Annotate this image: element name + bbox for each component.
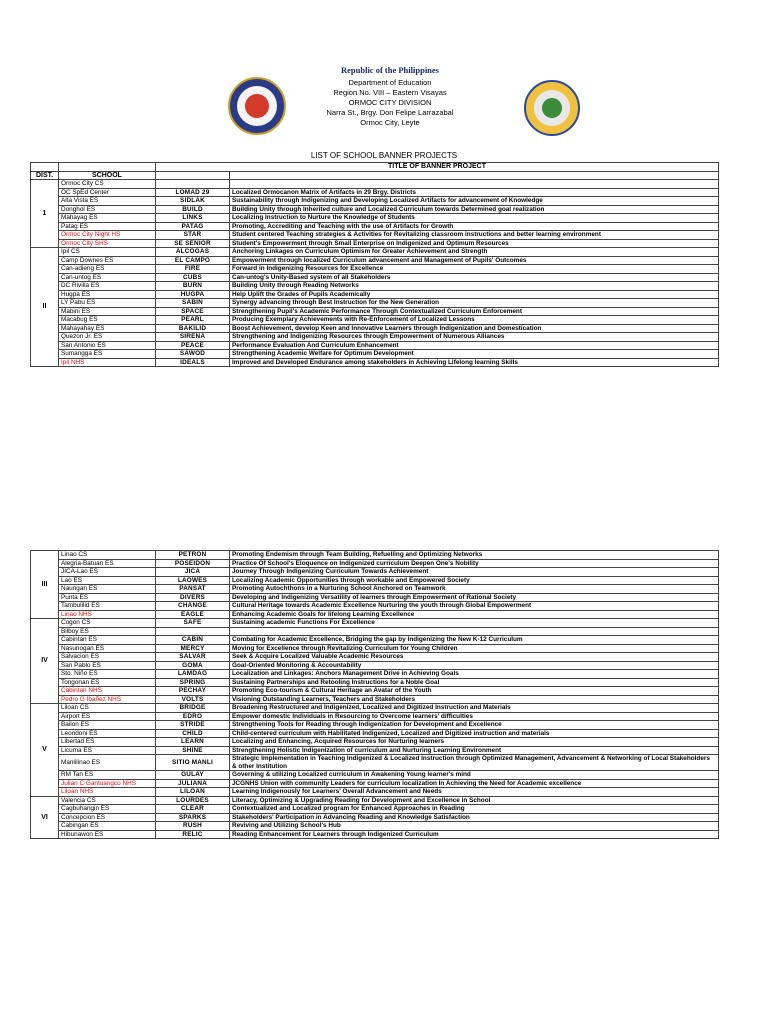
- school-cell: Linao NHS: [59, 610, 156, 619]
- school-cell: Concepcion ES: [59, 813, 156, 822]
- school-cell: Ormoc City Night HS: [59, 231, 156, 240]
- banner-code-cell: STRIDE: [156, 721, 230, 730]
- banner-code-cell: SIDLAK: [156, 197, 230, 206]
- banner-code-cell: [156, 180, 230, 189]
- table-row: [31, 602, 719, 611]
- banner-code-cell: [156, 627, 230, 636]
- banner-code-cell: JULIANA: [156, 779, 230, 788]
- school-cell: Licuma ES: [59, 746, 156, 755]
- city-line: Ormoc City, Leyte: [360, 118, 420, 127]
- school-cell: RM Tan ES: [59, 771, 156, 780]
- table-row: [31, 290, 719, 299]
- banner-code-cell: JICA: [156, 568, 230, 577]
- school-cell: San Pablo ES: [59, 661, 156, 670]
- banner-title-cell: Sustaining academic Functions For Excellence: [230, 619, 719, 628]
- banner-title-cell: Sustaining Partnerships and Retooling Instructions for a Noble Goal: [230, 678, 719, 687]
- school-cell: Julian C Gantuangco NHS: [59, 779, 156, 788]
- district-cell: V: [31, 704, 59, 797]
- school-cell: Sto. Niño ES: [59, 670, 156, 679]
- banner-title-cell: Localizing Instruction to Nurture the Knowledge of Students: [230, 214, 719, 223]
- school-cell: Can-adieng ES: [59, 265, 156, 274]
- banner-title-cell: JCGNHS Union with community Leaders for curriculum localization In Achieving the Need for Academic excellence: [230, 779, 719, 788]
- banner-code-cell: DIVERS: [156, 593, 230, 602]
- school-cell: Cabintan NHS: [59, 687, 156, 696]
- table-row: [31, 610, 719, 619]
- banner-title-cell: Forward in Indigenizing Resources for Excellence: [230, 265, 719, 274]
- school-cell: Mabini ES: [59, 307, 156, 316]
- table-row: [31, 239, 719, 248]
- banner-title-cell: Performance Evaluation And Curriculum Enhancement: [230, 341, 719, 350]
- table-row: [31, 299, 719, 308]
- banner-title-cell: Strategic Implementation in Teaching Indigenized & Localized Instruction through Optimized Management, Advancement & Networking of Local Stakeholders & other Institution: [230, 755, 719, 771]
- banner-title-cell: Producing Exemplary Achievements with Re-Enforcement of Localized Lessons: [230, 316, 719, 325]
- table-row: [31, 813, 719, 822]
- banner-title-cell: Learning Indigenously for Learners' Overall Advancement and Needs: [230, 788, 719, 797]
- banner-code-cell: VOLTS: [156, 695, 230, 704]
- banner-code-cell: LEARN: [156, 738, 230, 747]
- school-cell: Liloan NHS: [59, 788, 156, 797]
- banner-code-cell: BRIDGE: [156, 704, 230, 713]
- banner-code-cell: MERCY: [156, 644, 230, 653]
- list-title: LIST OF SCHOOL BANNER PROJECTS: [310, 151, 458, 160]
- banner-code-cell: EL CAMPO: [156, 256, 230, 265]
- district-cell: II: [31, 248, 59, 367]
- table-row: [31, 316, 719, 325]
- table-row: [31, 678, 719, 687]
- table-row: [31, 273, 719, 282]
- school-cell: Tambulilid ES: [59, 602, 156, 611]
- banner-code-cell: PANSAT: [156, 585, 230, 594]
- table-row: [31, 205, 719, 214]
- table-row: [31, 307, 719, 316]
- banner-code-cell: PATAG: [156, 222, 230, 231]
- banner-code-cell: CLEAR: [156, 805, 230, 814]
- school-column-header: SCHOOL: [59, 171, 156, 180]
- school-cell: Cabintan ES: [59, 636, 156, 645]
- banner-title-cell: Localized Ormocanon Matrix of Artifacts in 29 Brgy. Districts: [230, 188, 719, 197]
- banner-title-cell: Contextualized and Localized program for Enhanced Approaches in Reading: [230, 805, 719, 814]
- school-cell: Bilboy ES: [59, 627, 156, 636]
- banner-code-cell: EDRO: [156, 712, 230, 721]
- banner-title-cell: Improved and Developed Endurance among stakeholders in Achieving Lifelong learning Skills: [230, 358, 719, 367]
- table-row: [31, 712, 719, 721]
- table-row: [31, 779, 719, 788]
- banner-table-2: [30, 550, 719, 839]
- banner-title-cell: Building Unity through Inherited culture and Localized Curriculum towards Determined goal realization: [230, 205, 719, 214]
- school-cell: Linao CS: [59, 551, 156, 560]
- table-row: [31, 738, 719, 747]
- school-cell: Hibunawon ES: [59, 830, 156, 839]
- banner-code-cell: PEACE: [156, 341, 230, 350]
- school-cell: Ipil NHS: [59, 358, 156, 367]
- banner-code-cell: GOMA: [156, 661, 230, 670]
- banner-code-cell: RELIC: [156, 830, 230, 839]
- banner-title-cell: Help Uplift the Grades of Pupils Academically: [230, 290, 719, 299]
- table-row: [31, 222, 719, 231]
- school-cell: Ormoc City SHS: [59, 239, 156, 248]
- table-row: [31, 755, 719, 771]
- school-cell: Pedro G Ibañez NHS: [59, 695, 156, 704]
- banner-code-cell: SPARKS: [156, 813, 230, 822]
- school-cell: Valencia CS: [59, 796, 156, 805]
- school-cell: Bailon ES: [59, 721, 156, 730]
- document-header: [0, 0, 768, 160]
- banner-code-cell: HUGPA: [156, 290, 230, 299]
- banner-title-cell: Localizing Academic Opportunities through workable and Empowered Society: [230, 576, 719, 585]
- table-row: [31, 358, 719, 367]
- banner-code-cell: FIRE: [156, 265, 230, 274]
- banner-title-cell: Student's Empowerment through Small Enterprise on Indigenized and Optimum Resources: [230, 239, 719, 248]
- table-row: [31, 265, 719, 274]
- table-row: [31, 350, 719, 359]
- table-row: [31, 231, 719, 240]
- table-row: [31, 282, 719, 291]
- school-cell: Lao ES: [59, 576, 156, 585]
- school-cell: Macabug ES: [59, 316, 156, 325]
- table-row: [31, 619, 719, 628]
- banner-code-cell: STAR: [156, 231, 230, 240]
- banner-title-cell: Developing and Indigenizing Versatility of learners through Empowerment of Rational Society: [230, 593, 719, 602]
- school-cell: San Antonio ES: [59, 341, 156, 350]
- school-cell: Punta ES: [59, 593, 156, 602]
- school-cell: Liloan CS: [59, 704, 156, 713]
- banner-code-cell: ALCOGAS: [156, 248, 230, 257]
- banner-title-cell: Promoting, Accrediting and Teaching with the use of Artifacts for Growth: [230, 222, 719, 231]
- table-row: [31, 695, 719, 704]
- banner-code-cell: SAFE: [156, 619, 230, 628]
- banner-title-cell: Moving for Excellence through Revitalizing Curriculum for Young Children: [230, 644, 719, 653]
- school-cell: Ormoc City CS: [59, 180, 156, 189]
- banner-code-cell: PEARL: [156, 316, 230, 325]
- banner-title-cell: Promoting Eco-tourism & Cultural Heritage an Avatar of the Youth: [230, 687, 719, 696]
- table-row: [31, 729, 719, 738]
- table-row: [31, 341, 719, 350]
- table-row: [31, 188, 719, 197]
- school-cell: OC SpEd Center: [59, 188, 156, 197]
- district-cell: IV: [31, 619, 59, 704]
- table-row: [31, 214, 719, 223]
- banner-code-cell: SHINE: [156, 746, 230, 755]
- school-cell: Mahayahay ES: [59, 324, 156, 333]
- school-cell: Can-untog ES: [59, 273, 156, 282]
- school-cell: Cabingan ES: [59, 822, 156, 831]
- title-column-header: TITLE OF BANNER PROJECT: [156, 163, 719, 172]
- banner-code-cell: BURN: [156, 282, 230, 291]
- banner-code-cell: LOURDES: [156, 796, 230, 805]
- dist-column-header: DIST.: [31, 171, 59, 180]
- banner-title-cell: Strengthening Pupil's Academic Performance Through Contextualized Curriculum Enforcement: [230, 307, 719, 316]
- table-row: [31, 248, 719, 257]
- table-row: [31, 568, 719, 577]
- banner-title-cell: Broadening Restructured and Indigenized, Localized and Digitized Instruction and Materials: [230, 704, 719, 713]
- banner-code-cell: LILOAN: [156, 788, 230, 797]
- school-cell: Airport ES: [59, 712, 156, 721]
- banner-code-cell: BUILD: [156, 205, 230, 214]
- school-cell: Cagbuhangin ES: [59, 805, 156, 814]
- banner-title-cell: Literacy, Optimizing & Upgrading Reading for Development and Excellence in School: [230, 796, 719, 805]
- school-cell: Libertad ES: [59, 738, 156, 747]
- banner-code-cell: EAGLE: [156, 610, 230, 619]
- banner-title-cell: Student centered Teaching strategies & Activities for Revitalizing classroom instructions and better learning environment: [230, 231, 719, 240]
- table-row: [31, 197, 719, 206]
- table-row: [31, 704, 719, 713]
- street-line: Narra St., Brgy. Don Felipe Larrazabal: [326, 108, 454, 117]
- table-row: [31, 627, 719, 636]
- table-row: [31, 653, 719, 662]
- banner-code-cell: CUBS: [156, 273, 230, 282]
- banner-title-cell: Empower domestic Individuals in Resourcing to Overcome learners' difficulties: [230, 712, 719, 721]
- school-cell: Manlilinao ES: [59, 755, 156, 771]
- banner-title-cell: Cultural Heritage towards Academic Excellence Nurturing the youth through Global Empowerment: [230, 602, 719, 611]
- table-row: [31, 180, 719, 189]
- school-cell: Nasunogan ES: [59, 644, 156, 653]
- banner-title-cell: Promoting Autochthons in a Nurturing School Anchored on Teamwork: [230, 585, 719, 594]
- banner-code-cell: CABIN: [156, 636, 230, 645]
- banner-title-cell: Promoting Endemism through Team Building, Refuelling and Optimizing Networks: [230, 551, 719, 560]
- banner-code-cell: SE SENIOR: [156, 239, 230, 248]
- banner-title-cell: Strengthening Holistic Indigenization of curriculum and Nurturing Learning Environment: [230, 746, 719, 755]
- banner-title-cell: Enhancing Academic Goals for lifelong Learning Excellence: [230, 610, 719, 619]
- table-row: [31, 636, 719, 645]
- banner-table-1: [30, 162, 719, 367]
- banner-code-cell: SPACE: [156, 307, 230, 316]
- table-row: [31, 551, 719, 560]
- table-row: [31, 796, 719, 805]
- banner-title-cell: Seek & Acquire Localized Valuable Academic Resources: [230, 653, 719, 662]
- table-row: [31, 256, 719, 265]
- banner-title-cell: Stakeholders' Participation in Advancing Reading and Knowledge Satisfaction: [230, 813, 719, 822]
- banner-code-cell: SABIN: [156, 299, 230, 308]
- region-line: Region No. VIII – Eastern Visayas: [333, 88, 447, 97]
- table-row: [31, 585, 719, 594]
- banner-title-cell: [230, 180, 719, 189]
- banner-title-cell: Strengthening and Indigenizing Resources through Empowerment of Numerous Alliances: [230, 333, 719, 342]
- banner-title-cell: Reviving and Utilizing School's Hub: [230, 822, 719, 831]
- banner-code-cell: PETRON: [156, 551, 230, 560]
- banner-title-cell: Can-untog's Unity-Based system of all Stakeholders: [230, 273, 719, 282]
- banner-code-cell: SITIO MANLI: [156, 755, 230, 771]
- table-row: [31, 788, 719, 797]
- banner-code-cell: LAOWES: [156, 576, 230, 585]
- banner-code-cell: IDEALS: [156, 358, 230, 367]
- table-row: [31, 644, 719, 653]
- banner-title-cell: Practice Of School's Eloquence on Indigenized curriculum Deepen One's Nobility: [230, 559, 719, 568]
- banner-title-cell: Governing & utilizing Localized curriculum in Awakening Young learner's mind: [230, 771, 719, 780]
- banner-title-cell: Localization and Linkages: Anchors Management Drive in Achieving Goals: [230, 670, 719, 679]
- school-cell: DC Rivilla ES: [59, 282, 156, 291]
- school-cell: Leondoni ES: [59, 729, 156, 738]
- banner-title-cell: Localizing and Enhancing, Acquired Resources for Nurturing learners: [230, 738, 719, 747]
- table-row: [31, 670, 719, 679]
- table-row: [31, 559, 719, 568]
- school-cell: Quezon Jr. ES: [59, 333, 156, 342]
- school-cell: Sumangga ES: [59, 350, 156, 359]
- banner-code-cell: LOMAD 29: [156, 188, 230, 197]
- district-cell: III: [31, 551, 59, 619]
- table-row: [31, 661, 719, 670]
- table-row: [31, 721, 719, 730]
- banner-title-cell: Sustainability through Indigenizing and Developing Localized Artifacts for advancement of Knowledge: [230, 197, 719, 206]
- banner-title-cell: Visioning Outstanding Learners, Teachers and Stakeholders: [230, 695, 719, 704]
- banner-title-cell: Boost Achievement, develop Keen and Innovative Learners through Indigenization and Domestication: [230, 324, 719, 333]
- banner-title-cell: Synergy advancing through Best Instruction for the New Generation: [230, 299, 719, 308]
- banner-title-cell: Strengthening Academic Welfare for Optimum Development: [230, 350, 719, 359]
- district-cell: VI: [31, 796, 59, 839]
- banner-title-cell: Strengthening Tools for Reading through Indigenization for Development and Excellence: [230, 721, 719, 730]
- banner-code-cell: CHILD: [156, 729, 230, 738]
- banner-code-cell: SAWOD: [156, 350, 230, 359]
- table-row: [31, 324, 719, 333]
- school-cell: Hugpa ES: [59, 290, 156, 299]
- school-cell: JICA-Lao ES: [59, 568, 156, 577]
- banner-title-cell: [230, 627, 719, 636]
- school-cell: LY Pabu ES: [59, 299, 156, 308]
- banner-code-cell: GULAY: [156, 771, 230, 780]
- table-row: [31, 333, 719, 342]
- banner-title-cell: Child-centered curriculum with Habilitated Indigenized, Localized and Digitized instruction and materials: [230, 729, 719, 738]
- district-cell: 1: [31, 180, 59, 248]
- table-row: [31, 805, 719, 814]
- banner-code-cell: LINKS: [156, 214, 230, 223]
- division-line: ORMOC CITY DIVISION: [348, 98, 432, 107]
- table-row: [31, 822, 719, 831]
- table-row: [31, 687, 719, 696]
- banner-title-cell: Journey Through Indigenizing Curriculum Towards Achievement: [230, 568, 719, 577]
- table-row: [31, 576, 719, 585]
- school-cell: Donghol ES: [59, 205, 156, 214]
- banner-title-cell: Reading Enhancement for Learners through Indigenized Curriculum: [230, 830, 719, 839]
- banner-code-cell: PECHAY: [156, 687, 230, 696]
- school-cell: Cogon CS: [59, 619, 156, 628]
- table-row: [31, 593, 719, 602]
- banner-code-cell: POSEIDON: [156, 559, 230, 568]
- banner-code-cell: SIRENA: [156, 333, 230, 342]
- banner-code-cell: SPRING: [156, 678, 230, 687]
- banner-code-cell: SALVAR: [156, 653, 230, 662]
- banner-code-cell: BAKILID: [156, 324, 230, 333]
- school-cell: Salvacion ES: [59, 653, 156, 662]
- banner-code-cell: LAMDAG: [156, 670, 230, 679]
- banner-title-cell: Anchoring Linkages on Curriculum Optimism for Greater Achievement and Strength: [230, 248, 719, 257]
- banner-title-cell: Combating for Academic Excellence, Bridging the gap by Indigenizing the New K-12 Curriculum: [230, 636, 719, 645]
- banner-title-cell: Empowerment through localized Curriculum advancement and Management of Pupils' Outcomes: [230, 256, 719, 265]
- school-cell: Patag ES: [59, 222, 156, 231]
- table-row: [31, 830, 719, 839]
- banner-title-cell: Building Unity through Reading Networks: [230, 282, 719, 291]
- republic-line: Republic of the Philippines: [340, 65, 439, 75]
- banner-code-cell: RUSH: [156, 822, 230, 831]
- school-cell: Camp Downes ES: [59, 256, 156, 265]
- banner-code-cell: CHANGE: [156, 602, 230, 611]
- school-cell: Tongonan ES: [59, 678, 156, 687]
- school-cell: Mahayag ES: [59, 214, 156, 223]
- table-row: [31, 746, 719, 755]
- table-row: [31, 771, 719, 780]
- school-cell: Ipil CS: [59, 248, 156, 257]
- school-cell: Alegria-Batuan ES: [59, 559, 156, 568]
- department-line: Department of Education: [348, 78, 432, 87]
- school-cell: Naungan ES: [59, 585, 156, 594]
- school-cell: Alta Vista ES: [59, 197, 156, 206]
- banner-title-cell: Goal-Oriented Monitoring & Accountability: [230, 661, 719, 670]
